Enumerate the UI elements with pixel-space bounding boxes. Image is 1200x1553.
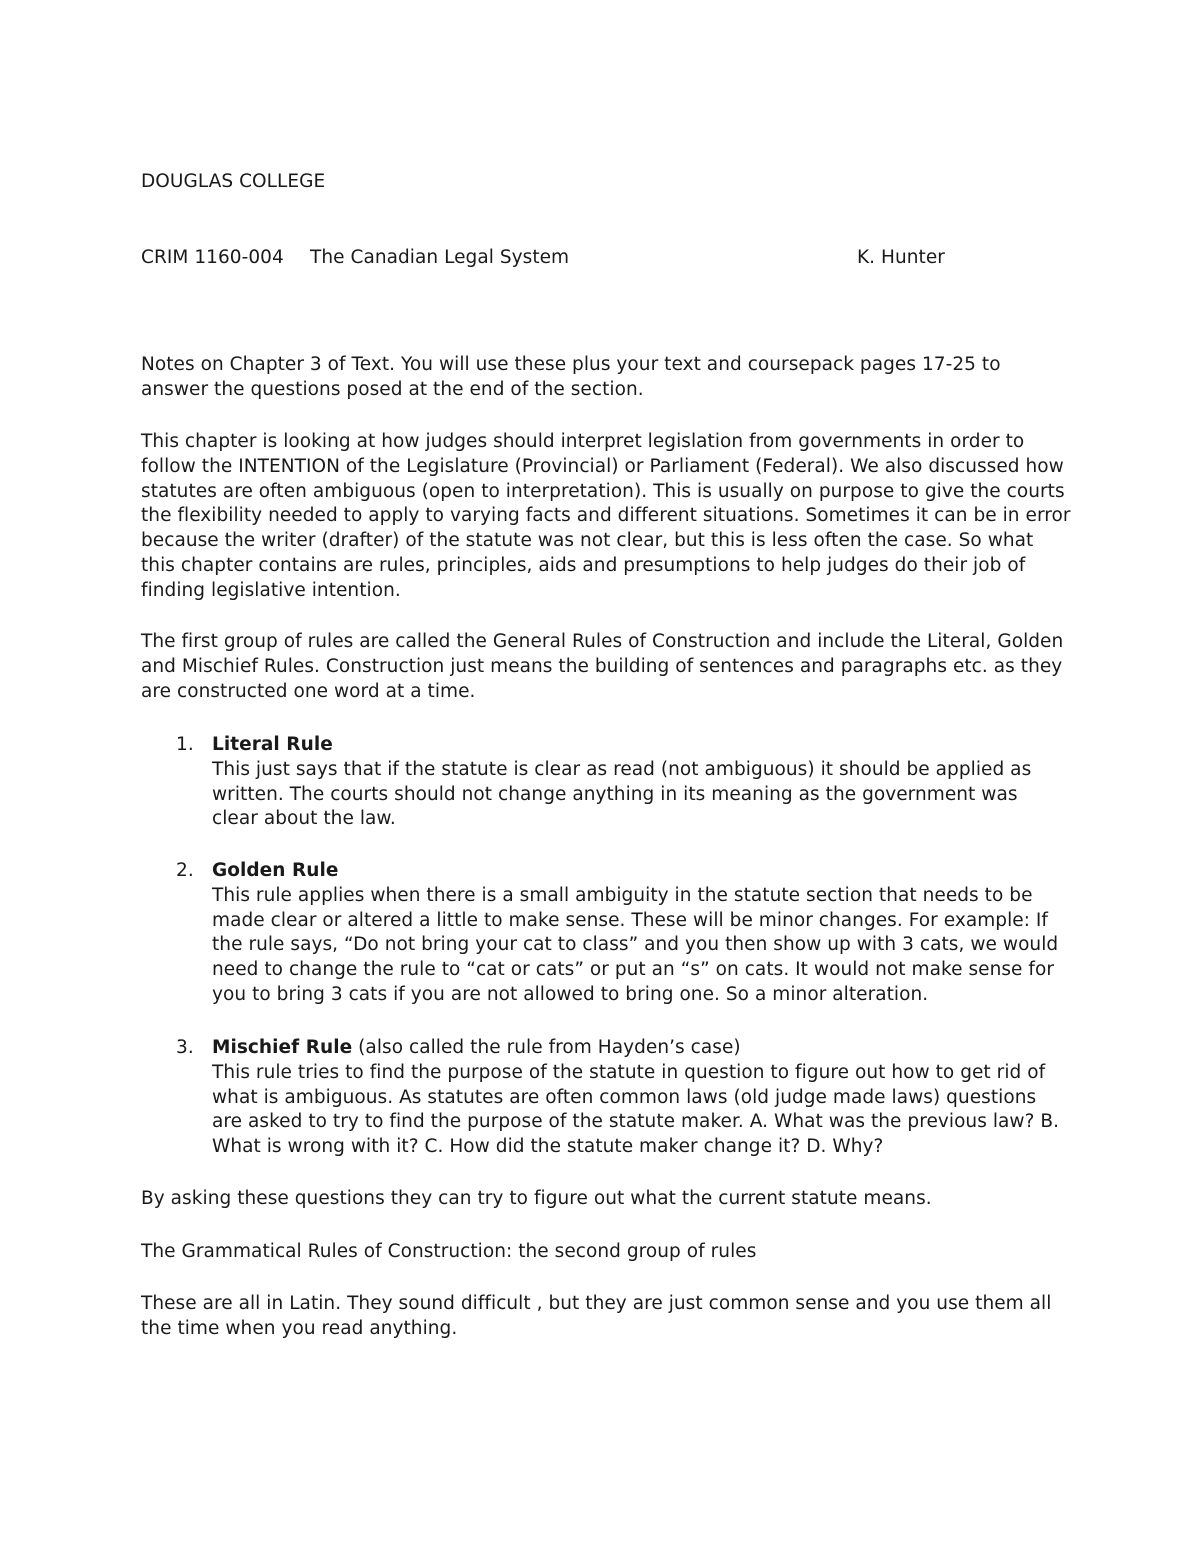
list-number: 1. xyxy=(176,734,194,755)
rule-name: Mischief Rule xyxy=(212,1037,353,1058)
general-rules-paragraph: The first group of rules are called the General Rules of Construction and include the Literal, Golden and Mischief Rules. Construction just means the building of sentences and paragraphs etc. as they are constructed one word at a time. xyxy=(141,631,1064,702)
list-item-body xyxy=(212,859,1062,1008)
rule-description: This just says that if the statute is clear as read (not ambiguous) it should be applied as written. The courts should not change anything in its meaning as the government was clear about the law. xyxy=(212,758,1032,830)
intro-paragraph: Notes on Chapter 3 of Text. You will use these plus your text and coursepack pages 17-25 to answer the questions posed at the end of the section. xyxy=(141,354,1001,400)
course-title: The Canadian Legal System xyxy=(310,247,570,268)
list-item-body xyxy=(212,733,1062,832)
rule-description: This rule tries to find the purpose of the statute in question to figure out how to get rid of what is ambiguous. As statutes are often common laws (old judge made laws) questions are asked to try to find the purpose of the statute maker. A. What was the previous law? B. What is wrong with it? C. How did the statute maker change it? D. Why? xyxy=(212,1061,1060,1158)
list-number: 3. xyxy=(176,1037,194,1058)
grammatical-rules-heading: The Grammatical Rules of Construction: the second group of rules xyxy=(141,1241,757,1262)
rule-heading xyxy=(212,733,1062,758)
instructor-name: K. Hunter xyxy=(857,247,945,268)
rule-name: Literal Rule xyxy=(212,734,333,755)
rule-note: (also called the rule from Hayden’s case) xyxy=(352,1037,741,1058)
list-number: 2. xyxy=(176,860,194,881)
asking-paragraph: By asking these questions they can try to figure out what the current statute means. xyxy=(141,1188,932,1209)
latin-paragraph: These are all in Latin. They sound difficult , but they are just common sense and you use them all the time when you read anything. xyxy=(141,1293,1052,1339)
rule-heading xyxy=(212,1036,1062,1061)
course-code: CRIM 1160-004 xyxy=(141,247,284,268)
rule-description: This rule applies when there is a small ambiguity in the statute section that needs to be made clear or altered a little to make sense. These will be minor changes. For example: If the rule says, “Do not bring your cat to class” and you then show up with 3 cats, we would need to change the rule to “cat or cats” or put an “s” on cats. It would not make sense for you to bring 3 cats if you are not allowed to bring one. So a minor alteration. xyxy=(212,884,1059,1005)
list-item-body xyxy=(212,1036,1062,1160)
college-name: DOUGLAS COLLEGE xyxy=(141,171,326,192)
rule-heading xyxy=(212,859,1062,884)
chapter-paragraph: This chapter is looking at how judges should interpret legislation from governments in order to follow the INTENTION of the Legislature (Provincial) or Parliament (Federal). We also discussed how statutes are often ambiguous (open to interpretation). This is usually on purpose to give the courts the flexibility needed to apply to varying facts and different situations. Sometimes it can be in error because the writer (drafter) of the statute was not clear, but this is less often the case. So what this chapter contains are rules, principles, aids and presumptions to help judges do their job of finding legislative intention. xyxy=(141,431,1071,601)
rule-name: Golden Rule xyxy=(212,860,339,881)
